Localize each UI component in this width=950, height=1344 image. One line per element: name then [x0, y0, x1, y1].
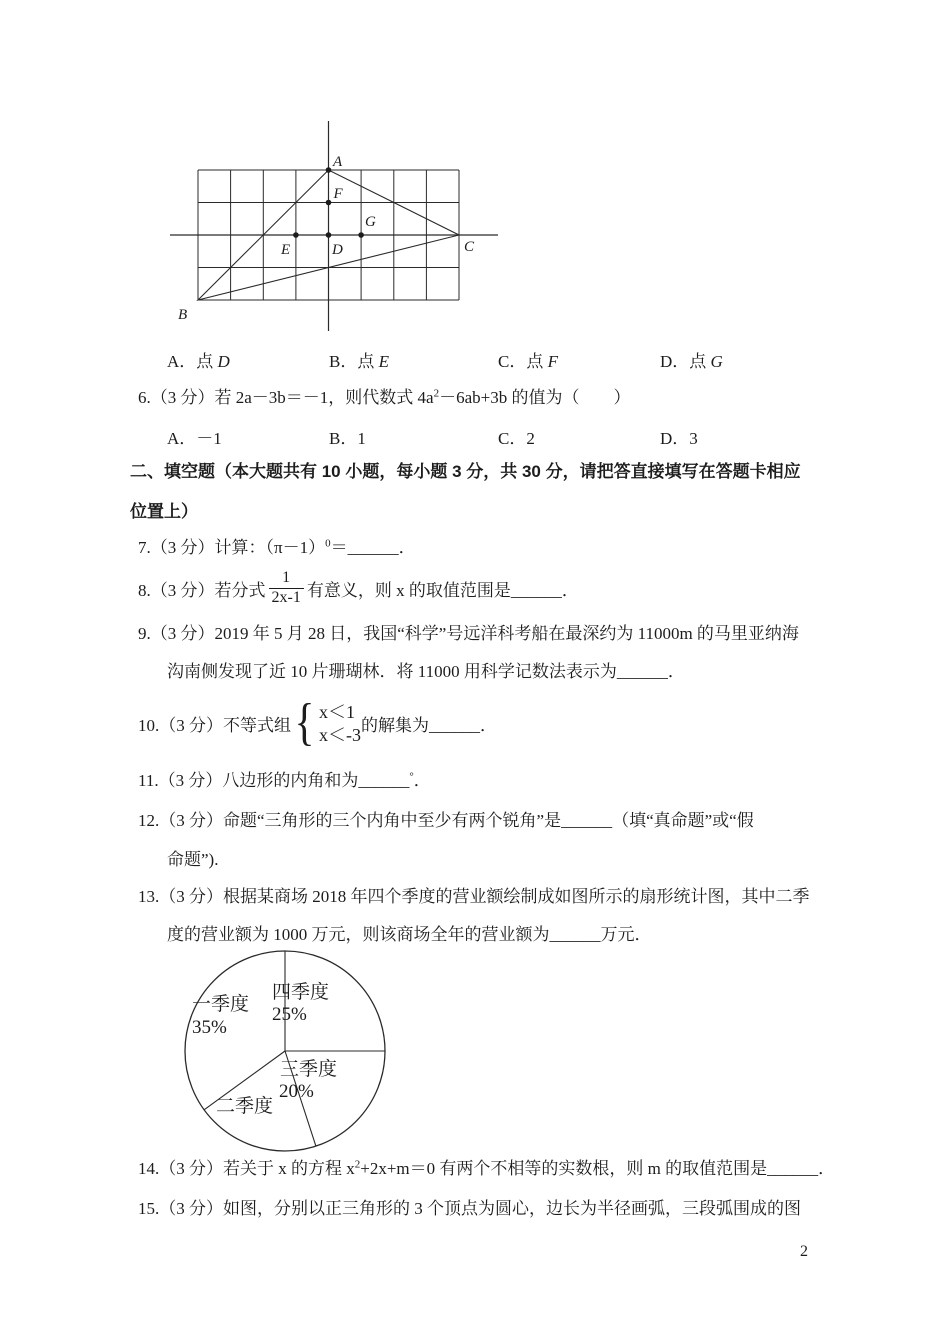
question-10: 10.（3 分）不等式组 { x＜1 x＜-3 的解集为______． [138, 693, 497, 751]
point-f-label: F [333, 186, 343, 202]
q8-fraction-numerator: 1 [282, 569, 291, 587]
q5-option-c: C．点 F [498, 352, 558, 371]
q14-exponent: 2 [354, 1158, 361, 1171]
q10-inequality-2: x＜-3 [318, 724, 361, 745]
q5-option-d: D．点 G [660, 352, 723, 371]
q8-fraction [269, 569, 304, 607]
question-9-line1: 9.（3 分）2019 年 5 月 28 日，我国“科学”号远洋科考船在最深约为 11000m 的马里亚纳海 [138, 624, 799, 643]
q5-option-a: A．点 D [167, 352, 230, 371]
q6-option-b: B．1 [329, 429, 366, 448]
question-13-line2: 度的营业额为 1000 万元，则该商场全年的营业额为______万元． [167, 925, 652, 944]
question-13-line1: 13.（3 分）根据某商场 2018 年四个季度的营业额绘制成如图所示的扇形统计图，其中二季 [138, 887, 810, 906]
q8-fraction-denominator: 2x-1 [269, 588, 304, 607]
q7-exponent: 0 [325, 537, 331, 550]
point-g-dot [358, 232, 364, 238]
pie-pct-q3: 20% [279, 1081, 314, 1102]
q6-option-a: A．－1 [167, 429, 222, 448]
question-8: 8.（3 分）若分式 $\frac{1}{2x-1}$ 有意义，则 x 的取值范围是______． [138, 569, 579, 606]
point-g-label: G [365, 214, 376, 230]
question-14: 14.（3 分）若关于 x 的方程 $x^2+2x+m=0$ 有两个不相等的实数根，则 m 的取值范围是______． [138, 1158, 836, 1178]
question-11: 11.（3 分）八边形的内角和为______°． [138, 770, 431, 790]
question-6-stem: 6.（3 分）若 2a－3b＝－1，则代数式 $4a^2-6ab+3b$ 的值为（ ） [138, 387, 631, 407]
point-e-dot [293, 232, 299, 238]
pie-label-q3: 三季度 [280, 1059, 338, 1080]
question-15: 15.（3 分）如图，分别以正三角形的 3 个顶点为圆心，边长为半径画弧，三段弧围成的图 [138, 1199, 801, 1218]
point-f-dot [326, 200, 332, 206]
q10-inequalities [319, 703, 361, 744]
point-c-label: C [464, 239, 475, 255]
q6-option-d: D．3 [660, 429, 698, 448]
q5-option-b: B．点 E [329, 352, 389, 371]
point-d-label: D [332, 242, 343, 258]
point-b-label: B [178, 307, 188, 323]
q6-exponent: 2 [433, 387, 440, 400]
q10-system-brace: { [294, 693, 315, 751]
q10-inequality-1: x＜1 [318, 701, 355, 722]
section-2-header-line1: 二、填空题（本大题共有 10 小题，每小题 3 分，共 30 分，请把答直接填写在答题卡相应 [130, 462, 801, 481]
q11-degree-symbol: ° [409, 770, 414, 783]
point-a-dot [326, 167, 332, 173]
question-7: 7.（3 分）计算：$(\pi-1)^0=\_\_\_\_\_\_$． [138, 537, 416, 557]
page-number: 2 [800, 1243, 808, 1260]
pie-pct-q1: 35% [192, 1017, 227, 1038]
q6-option-c: C．2 [498, 429, 535, 448]
grid-triangle-figure [160, 115, 505, 335]
question-12-line1: 12.（3 分）命题“三角形的三个内角中至少有两个锐角”是______（填“真命题”或“假 [138, 811, 754, 830]
question-12-line2: 命题”). [167, 850, 219, 869]
pie-label-q1: 一季度 [192, 994, 250, 1015]
quarter-sales-pie-chart [180, 945, 392, 1157]
point-e-label: E [281, 242, 291, 258]
pie-label-q2: 二季度 [216, 1096, 274, 1117]
point-a-label: A [333, 154, 343, 170]
point-d-dot [326, 232, 332, 238]
pie-label-q4: 四季度 [272, 982, 330, 1003]
section-2-header-line2: 位置上） [130, 502, 198, 521]
pie-pct-q4: 25% [272, 1004, 307, 1025]
question-9-line2: 沟南侧发现了近 10 片珊瑚林．将 11000 用科学记数法表示为______． [167, 662, 685, 681]
